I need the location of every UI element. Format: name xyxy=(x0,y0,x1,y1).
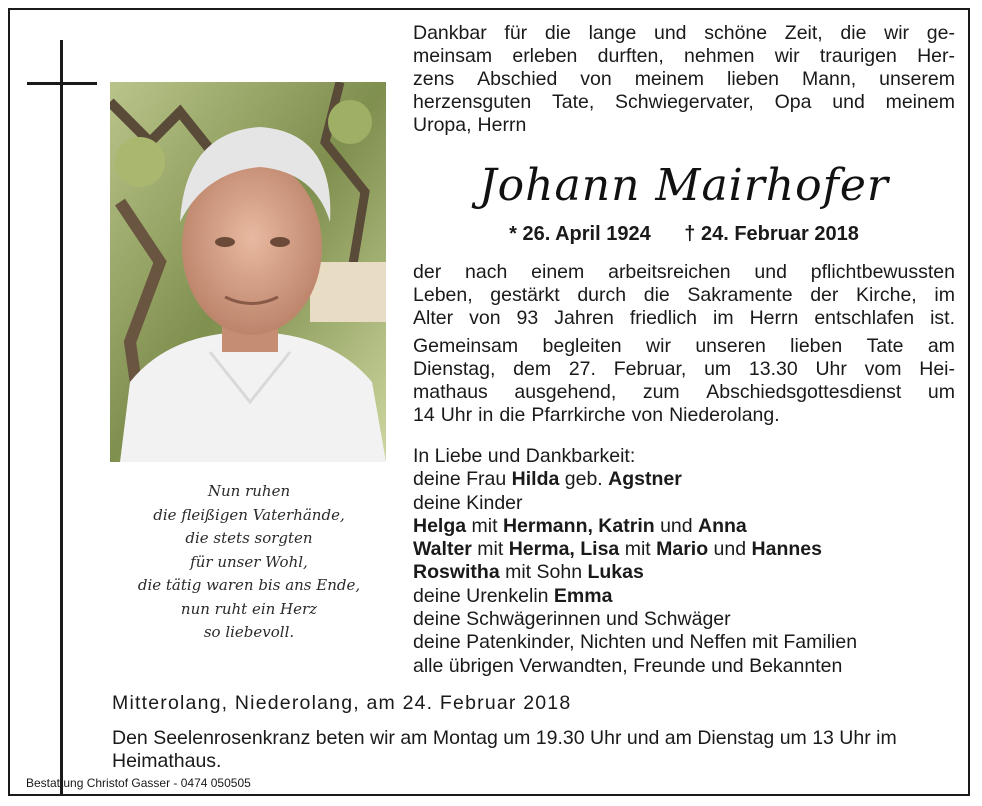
relative-names: Lukas xyxy=(587,561,644,584)
word: friedlich xyxy=(629,307,698,329)
word: Uhr xyxy=(440,404,473,426)
word: und xyxy=(832,91,865,113)
word: Abschied xyxy=(477,68,558,90)
relative-names: Anna xyxy=(698,514,747,537)
poem-line: die fleißigen Vaterhände, xyxy=(153,505,345,524)
word: wir xyxy=(774,45,800,67)
word: und xyxy=(653,22,687,44)
word: vom xyxy=(864,358,902,380)
word: für xyxy=(504,22,528,44)
text: mit xyxy=(471,538,509,561)
word: die xyxy=(499,404,526,426)
word: 27. xyxy=(568,358,596,380)
word: ge- xyxy=(926,22,955,44)
word: Sakramente xyxy=(687,284,793,306)
family-line: deine Schwägerinnen und Schwäger xyxy=(413,608,731,631)
funeral-home-footer: Bestattung Christof Gasser - 0474 050505 xyxy=(26,776,251,790)
intro-line xyxy=(413,114,955,137)
body-line xyxy=(413,261,955,284)
word: lieben xyxy=(726,68,780,90)
word: dem xyxy=(513,358,552,380)
poem-line: die tätig waren bis ans Ende, xyxy=(137,576,361,594)
family-child xyxy=(413,515,955,538)
word: nehmen xyxy=(684,45,755,67)
word: ausgehend, xyxy=(514,381,617,403)
word: von xyxy=(469,307,501,329)
body-line xyxy=(413,307,955,330)
family-child xyxy=(413,538,955,561)
body-line xyxy=(413,284,955,307)
word: wir xyxy=(884,22,910,44)
word: 93 xyxy=(516,307,539,329)
text: und xyxy=(708,538,752,561)
maiden-name: Agstner xyxy=(608,468,682,491)
word: Dankbar xyxy=(413,22,487,44)
cross-horizontal-bar xyxy=(27,82,97,85)
word: 14 xyxy=(413,404,435,426)
word: Herrn xyxy=(477,114,527,136)
family-list xyxy=(413,445,955,678)
body-paragraph-1 xyxy=(413,261,955,330)
word: meinem xyxy=(885,91,955,113)
body-line xyxy=(413,404,955,427)
word: Uhr xyxy=(815,358,847,380)
word: in xyxy=(478,404,494,426)
word: gestärkt xyxy=(490,284,560,306)
word: begleiten xyxy=(542,335,622,357)
text: mit xyxy=(466,514,503,537)
word: wir xyxy=(646,335,671,357)
portrait-photo xyxy=(110,82,386,462)
word: um xyxy=(704,358,732,380)
word: und xyxy=(754,261,787,283)
life-dates xyxy=(413,223,955,246)
family-heading: In Liebe und Dankbarkeit: xyxy=(413,445,636,467)
word: unserem xyxy=(879,68,955,90)
word: Jahren xyxy=(554,307,614,329)
text: mit Sohn xyxy=(499,561,588,584)
word: Mann, xyxy=(801,68,857,90)
text: deine Urenkelin xyxy=(413,584,554,607)
poem-line: so liebevoll. xyxy=(203,623,295,641)
family-line: deine Patenkinder, Nichten und Neffen mit Familien xyxy=(413,631,858,654)
text: mit xyxy=(619,538,657,561)
word: nach xyxy=(465,261,508,283)
word: Zeit, xyxy=(784,22,823,44)
rosary-notice: Den Seelenrosenkranz beten wir am Montag um 19.30 Uhr und am Dienstag um 13 Uhr im Heimathaus. xyxy=(112,727,897,772)
text: deine Frau xyxy=(413,468,512,491)
intro-line xyxy=(413,22,955,45)
child-name: Helga xyxy=(413,514,467,537)
word: Abschiedsgottesdienst xyxy=(706,381,902,403)
word: mathaus xyxy=(413,381,488,403)
word: Gemeinsam xyxy=(413,335,519,357)
word: erleben xyxy=(512,45,578,67)
relative-names: Hannes xyxy=(751,538,822,561)
word: meinsam xyxy=(413,45,493,67)
family-child xyxy=(413,561,955,584)
word: von xyxy=(631,404,664,426)
word: unseren xyxy=(695,335,766,357)
body-line xyxy=(413,358,955,381)
deceased-name: Johann Mairhofer xyxy=(479,160,889,211)
family-great-grandchild xyxy=(413,585,955,608)
family-wife xyxy=(413,468,955,491)
word: der xyxy=(810,284,839,306)
word: schöne xyxy=(704,22,768,44)
poem-line: für unser Wohl, xyxy=(190,552,308,571)
word: arbeitsreichen xyxy=(608,261,731,283)
word: Kirche, xyxy=(856,284,917,306)
relative-names: Herma, Lisa xyxy=(508,538,620,561)
word: lieben xyxy=(790,335,843,357)
word: Opa xyxy=(774,91,812,113)
word: Tate, xyxy=(551,91,595,113)
word: Leben, xyxy=(413,284,473,306)
text: geb. xyxy=(559,468,609,491)
word: Schwiegervater, xyxy=(615,91,754,113)
word: einem xyxy=(531,261,585,283)
family-line: alle übrigen Verwandten, Freunde und Bekannten xyxy=(413,654,843,677)
poem xyxy=(118,480,380,645)
word: durften, xyxy=(597,45,664,67)
word: Dienstag, xyxy=(413,358,496,380)
word: lange xyxy=(588,22,637,44)
word: am xyxy=(927,335,955,357)
death-date: † 24. Februar 2018 xyxy=(684,223,859,245)
child-name: Roswitha xyxy=(413,561,500,584)
word: Uropa, xyxy=(413,114,472,136)
word: um xyxy=(927,381,955,403)
word: die xyxy=(544,22,571,44)
word: durch xyxy=(577,284,627,306)
body-line xyxy=(413,335,955,358)
wife-name: Hilda xyxy=(511,468,560,491)
word: Niederolang. xyxy=(669,404,780,426)
word: Hei- xyxy=(919,358,955,380)
great-grandchild-name: Emma xyxy=(553,584,613,607)
word: im xyxy=(713,307,734,329)
word: im xyxy=(934,284,955,306)
word: der xyxy=(413,261,442,283)
poem-line: die stets sorgten xyxy=(185,529,313,547)
children-label: deine Kinder xyxy=(413,491,523,514)
intro-line xyxy=(413,45,955,68)
word: ist. xyxy=(930,307,955,329)
poem-line: nun ruht ein Herz xyxy=(180,599,318,618)
word: die xyxy=(643,284,670,306)
word: zum xyxy=(642,381,680,403)
birth-date: * 26. April 1924 xyxy=(509,223,651,245)
word: entschlafen xyxy=(814,307,915,329)
word: Herrn xyxy=(749,307,799,329)
word: zens xyxy=(413,68,455,90)
word: Pfarrkirche xyxy=(531,404,626,426)
cross-vertical-bar xyxy=(60,40,63,794)
word: herzensguten xyxy=(413,91,532,113)
word: 13.30 xyxy=(748,358,798,380)
word: die xyxy=(840,22,867,44)
word: Alter xyxy=(413,307,454,329)
word: von xyxy=(580,68,612,90)
word: pflichtbewussten xyxy=(810,261,955,283)
word: Her- xyxy=(917,45,955,67)
word: meinem xyxy=(634,68,705,90)
child-name: Walter xyxy=(413,538,472,561)
relative-names: Mario xyxy=(656,538,709,561)
intro-line xyxy=(413,91,955,114)
text: und xyxy=(654,514,699,537)
place-date: Mitterolang, Niederolang, am 24. Februar 2018 xyxy=(112,692,572,714)
poem-line: Nun ruhen xyxy=(207,482,291,500)
intro-text xyxy=(413,22,955,137)
word: Februar, xyxy=(613,358,687,380)
word: traurigen xyxy=(819,45,897,67)
body-paragraph-2 xyxy=(413,335,955,427)
body-line xyxy=(413,381,955,404)
intro-line xyxy=(413,68,955,91)
word: Tate xyxy=(866,335,904,357)
relative-names: Hermann, Katrin xyxy=(502,514,655,537)
